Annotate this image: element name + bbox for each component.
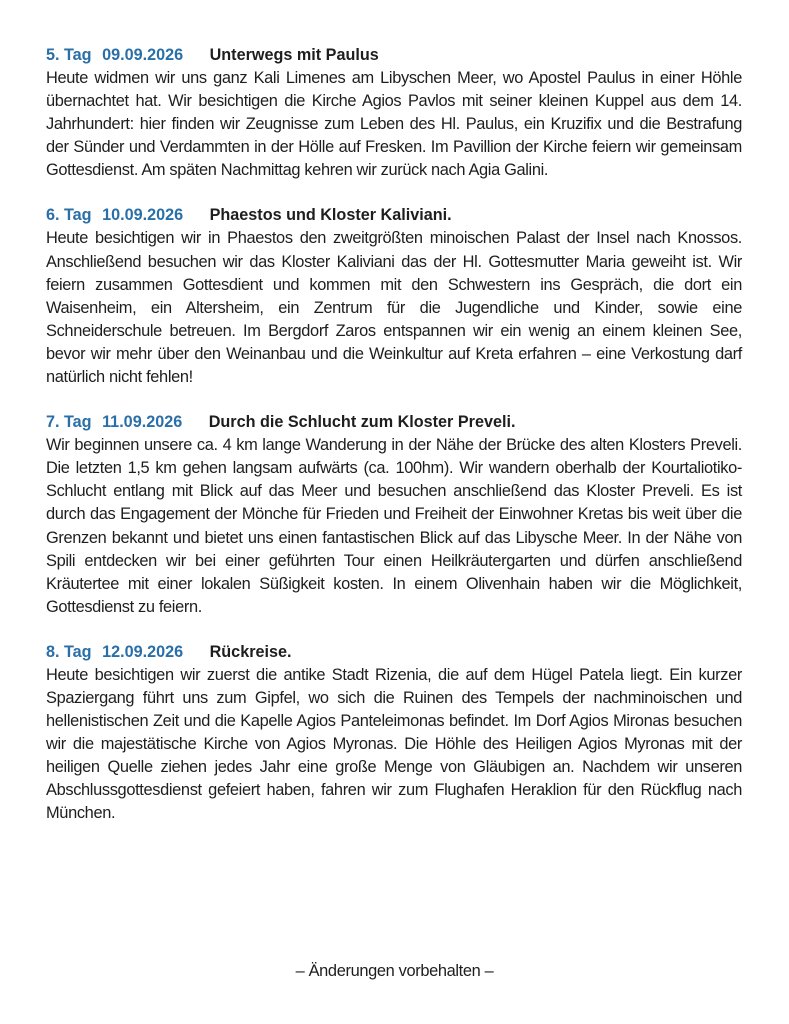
day-title: Rückreise. [209,642,292,661]
itinerary-page [46,44,742,848]
day-date: 12.09.2026 [102,642,184,661]
day-description: Wir beginnen unsere ca. 4 km lange Wanderung in der Nähe der Brücke des alten Klosters Preveli. Die letzten 1,5 km gehen langsam aufwärts (ca. 100hm). Wir wandern oberhalb der Kourtaliotiko-Schlucht entlang mit Blick auf das Meer und besuchen anschließend das Kloster Preveli. Es ist durch das Engagement der Mönche für Frieden und Freiheit der Einwohner Kretas bis weit über die Grenzen bekannt und bietet uns einen fantastischen Blick auf das Libysche Meer. In der Nähe von Spili entdecken wir bei einer geführten Tour einen Heilkräutergarten und dürfen anschließend Kräutertee mit einer lokalen Süßigkeit kosten. In einem Olivenhain haben wir die Möglichkeit, Gottesdienst zu feiern. [46,436,742,616]
day-date: 10.09.2026 [102,206,184,225]
day-date: 09.09.2026 [102,46,184,64]
day-title: Phaestos und Kloster Kaliviani. [209,206,452,225]
day-header [46,411,742,434]
day-description: Heute besichtigen wir in Phaestos den zweitgrößten minoischen Palast der Insel nach Knossos. Anschließend besuchen wir das Kloster Kaliviani das der Hl. Gottesmutter Maria geweiht ist. Wir feiern zusammen Gottesdient und kommen mit den Schwestern ins Gespräch, die dort ein Waisenheim, ein Altersheim, ein Zentrum für die Jugendliche und Kinder, sowie eine Schneiderschule betreuen. Im Bergdorf Zaros entspannen wir ein wenig an einem kleinen See, bevor wir mehr über den Weinanbau und die Weinkultur auf Kreta erfahren – eine Verkostung darf natürlich nicht fehlen! [46,229,742,387]
day-header [46,204,742,227]
day-number: 7. Tag [46,413,92,432]
day-5 [46,44,742,182]
day-title: Unterwegs mit Paulus [209,46,379,64]
day-6 [46,204,742,389]
day-header [46,44,742,67]
day-title: Durch die Schlucht zum Kloster Preveli. [208,413,516,432]
day-header [46,641,742,664]
day-date: 11.09.2026 [102,413,183,432]
day-description: Heute widmen wir uns ganz Kali Limenes am Libyschen Meer, wo Apostel Paulus in einer Höhle übernachtet hat. Wir besichtigen die Kirche Agios Pavlos mit seiner kleinen Kuppel aus dem 14. Jahrhundert: hier finden wir Zeugnisse zum Leben des Hl. Paulus, ein Kruzifix und die Bestrafung der Sünder und Verdammten in der Hölle auf Fresken. Im Pavillion der Kirche feiern wir gemeinsam Gottesdienst. Am späten Nachmittag kehren wir zurück nach Agia Galini. [46,69,742,180]
day-number: 5. Tag [46,46,92,64]
day-description: Heute besichtigen wir zuerst die antike Stadt Rizenia, die auf dem Hügel Patela liegt. Ein kurzer Spaziergang führt uns zum Gipfel, wo sich die Ruinen des Tempels der nachminoischen und hellenistischen Zeit und die Kapelle Agios Panteleimonas befindet. Im Dorf Agios Mironas besuchen wir die majestätische Kirche von Agios Myronas. Die Höhle des Heiligen Agios Myronas mit der heiligen Quelle ziehen jedes Jahr eine große Menge von Gläubigen an. Nachdem wir unseren Abschlussgottesdienst gefeiert haben, fahren wir zum Flughafen Heraklion für den Rückflug nach München. [46,665,742,823]
changes-reserved-note: – Änderungen vorbehalten – [295,962,494,980]
day-8 [46,641,742,826]
day-number: 8. Tag [46,642,92,661]
day-7 [46,411,742,619]
day-number: 6. Tag [46,206,92,225]
